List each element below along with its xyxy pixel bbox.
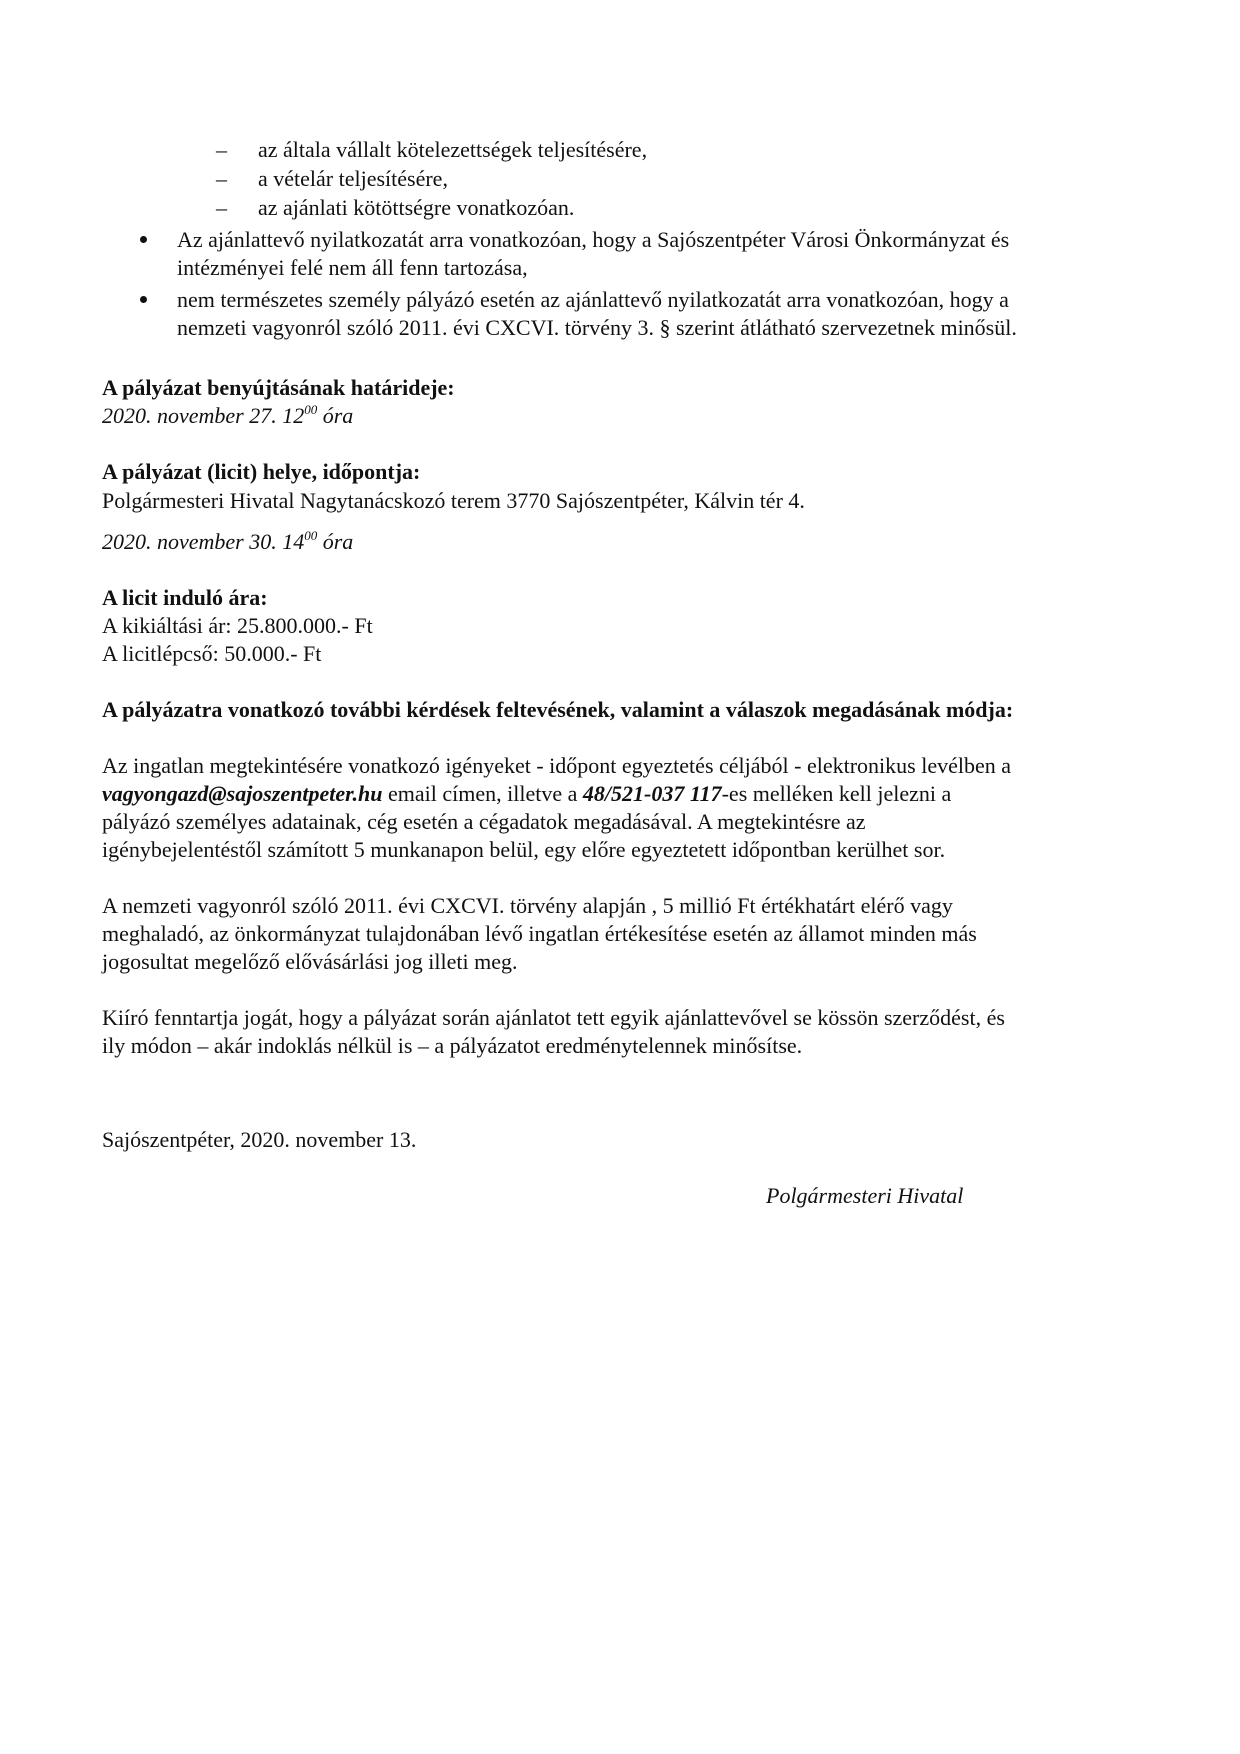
bullet-icon — [140, 236, 147, 243]
preemption-paragraph-line: A nemzeti vagyonról szóló 2011. évi CXCVI. törvény alapján , 5 millió Ft értékhatárt elérő vagy — [102, 893, 953, 918]
reservation-paragraph-line: Kiíró fenntartja jogát, hogy a pályázat során ajánlatot tett egyik ajánlattevővel se kössön szerződést, és — [102, 1005, 1005, 1030]
bullet-text: nem természetes személy pályázó esetén az ajánlattevő nyilatkozatát arra vonatkozóan, hogy a — [177, 287, 1009, 312]
bullet-text: nemzeti vagyonról szóló 2011. évi CXCVI. törvény 3. § szerint átlátható szervezetnek minősül. — [177, 315, 1017, 340]
deadline-date-text: 2020. november 27. 12 — [102, 403, 305, 428]
signature: Polgármesteri Hivatal — [766, 1183, 964, 1208]
contact-text: -es melléken kell jelezni a — [721, 781, 952, 806]
auction-date — [102, 528, 353, 556]
preemption-paragraph-line: meghaladó, az önkormányzat tulajdonában lévő ingatlan értékesítése esetén az államot minden más — [102, 921, 977, 946]
viewing-paragraph-line — [102, 780, 951, 808]
deadline-date-suffix: óra — [322, 403, 354, 428]
reservation-paragraph-line: ily módon – akár indoklás nélkül is – a pályázatot eredménytelennek minősítse. — [102, 1033, 803, 1058]
bid-increment: A licitlépcső: 50.000.- Ft — [102, 641, 322, 666]
auction-date-minutes: 00 — [304, 528, 318, 543]
obligation-text: az általa vállalt kötelezettségek teljesítésére, — [258, 137, 648, 162]
bullet-text: Az ajánlattevő nyilatkozatát arra vonatkozóan, hogy a Sajószentpéter Városi Önkormányzat és — [177, 227, 1010, 252]
price-heading: A licit induló ára: — [102, 585, 268, 610]
deadline-date-minutes: 00 — [304, 402, 318, 417]
bullet-icon — [140, 296, 147, 303]
auction-date-text: 2020. november 30. 14 — [102, 529, 305, 554]
bullet-text: intézményei felé nem áll fenn tartozása, — [177, 255, 528, 280]
questions-heading: A pályázatra vonatkozó további kérdések feltevésének, valamint a válaszok megadásának módja: — [102, 697, 1014, 722]
contact-text: email címen, illetve a — [382, 781, 583, 806]
viewing-paragraph-line: Az ingatlan megtekintésére vonatkozó igényeket - időpont egyeztetés céljából - elektronikus levélben a — [102, 753, 1011, 778]
contact-phone: 48/521-037 117 — [582, 781, 722, 806]
starting-price: A kikiáltási ár: 25.800.000.- Ft — [102, 613, 373, 638]
viewing-paragraph-line: igénybejelentéstől számított 5 munkanapon belül, egy előre egyeztetett időpontban kerülhet sor. — [102, 837, 946, 862]
auction-place: Polgármesteri Hivatal Nagytanácskozó terem 3770 Sajószentpéter, Kálvin tér 4. — [102, 488, 805, 513]
dash-marker: – — [216, 137, 227, 162]
place-and-date: Sajószentpéter, 2020. november 13. — [102, 1127, 417, 1152]
contact-email[interactable]: vagyongazd@sajoszentpeter.hu — [102, 781, 383, 806]
deadline-date — [102, 402, 353, 430]
preemption-paragraph-line: jogosultat megelőző elővásárlási jog illeti meg. — [102, 949, 518, 974]
obligation-text: a vételár teljesítésére, — [258, 166, 448, 191]
dash-marker: – — [216, 195, 227, 220]
auction-date-suffix: óra — [322, 529, 354, 554]
dash-marker: – — [216, 166, 227, 191]
obligation-text: az ajánlati kötöttségre vonatkozóan. — [258, 195, 575, 220]
viewing-paragraph-line: pályázó személyes adatainak, cég esetén a cégadatok megadásával. A megtekintésre az — [102, 809, 866, 834]
auction-heading: A pályázat (licit) helye, időpontja: — [102, 459, 421, 484]
deadline-heading: A pályázat benyújtásának határideje: — [102, 375, 455, 400]
